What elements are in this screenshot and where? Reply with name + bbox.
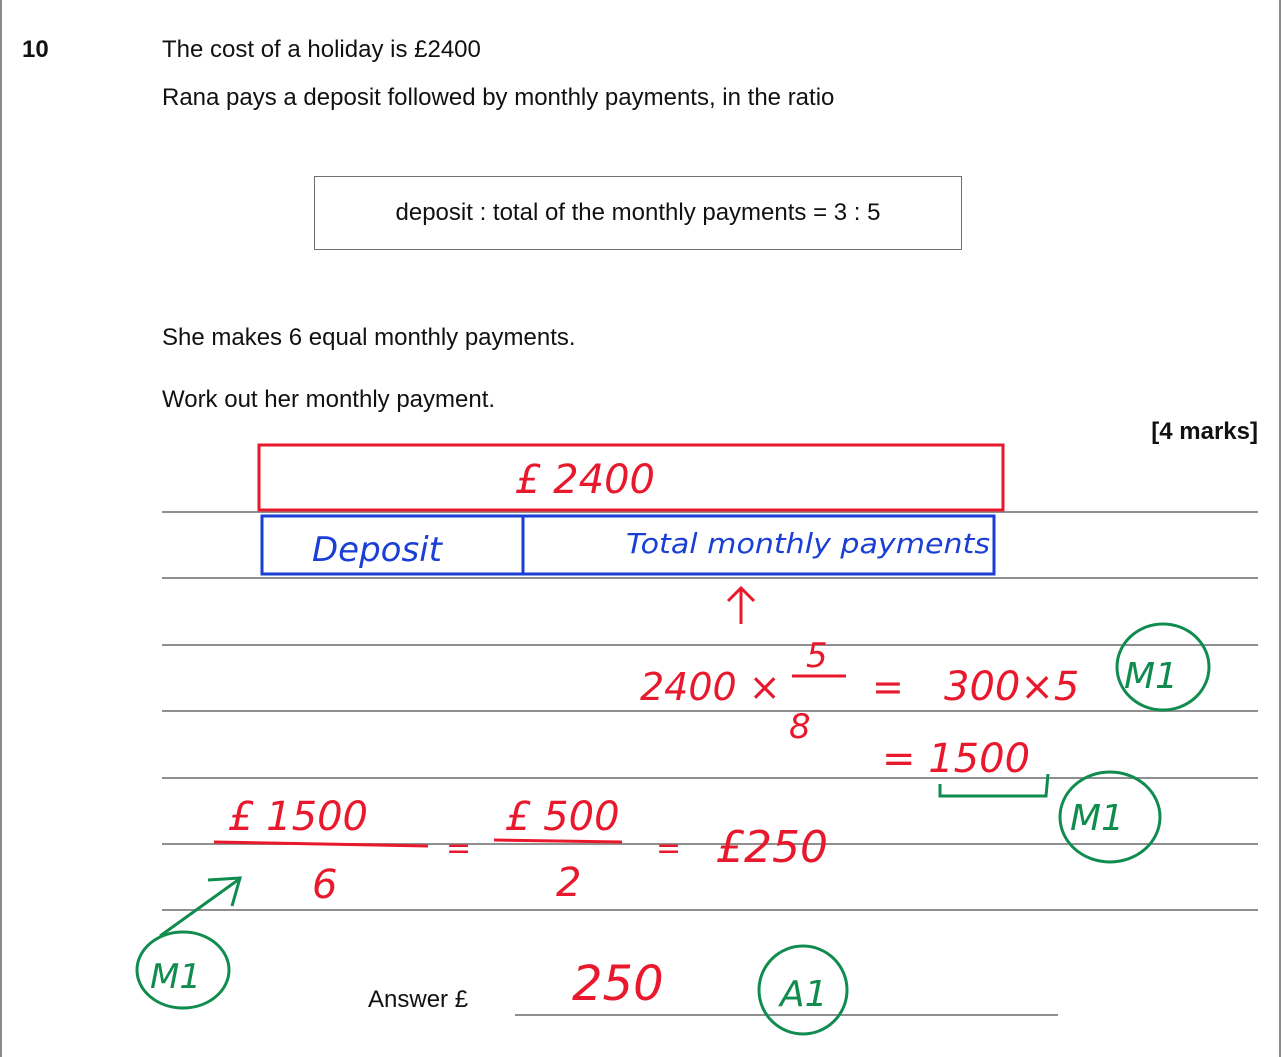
mark-m1-second: M1 [1070,798,1124,839]
mark-m1-first: M1 [1124,656,1178,697]
frac-equals-2: = [656,831,682,866]
mark-a1: A1 [780,974,828,1015]
answer-label: Answer £ [368,986,469,1013]
question-line-4: Work out her monthly payment. [162,386,496,413]
frac2-bar [494,840,622,842]
ratio-text: deposit : total of the monthly payments = 3 : 5 [395,199,881,226]
question-line-3: She makes 6 equal monthly payments. [162,324,576,351]
question-number: 10 [22,36,49,63]
frac2-denominator: 2 [556,860,582,906]
calc-denominator: 8 [789,707,811,747]
question-line-1: The cost of a holiday is £2400 [162,36,481,63]
calc-left: 2400 × [640,665,781,709]
total-monthly-label: Total monthly payments [626,527,990,560]
deposit-label: Deposit [312,530,442,570]
question-line-2: Rana pays a deposit followed by monthly payments, in the ratio [162,84,835,111]
answer-value: 250 [572,956,664,1012]
mark-m1-third: M1 [150,957,201,997]
final-result: £250 [716,822,828,873]
calc-numerator: 5 [806,636,828,676]
frac1-bar [214,842,428,846]
frac1-numerator: £ 1500 [228,794,368,840]
frac-equals-1: = [446,831,472,866]
frac2-numerator: £ 500 [505,794,620,840]
mark-arrow-icon [160,880,238,936]
total-label: £ 2400 [515,457,655,503]
marks-label: [4 marks] [1151,418,1258,445]
frac1-denominator: 6 [312,862,338,908]
calc-result: = 1500 [882,736,1031,782]
calc-equals: = [872,665,904,709]
calc-right: 300×5 [944,664,1080,710]
